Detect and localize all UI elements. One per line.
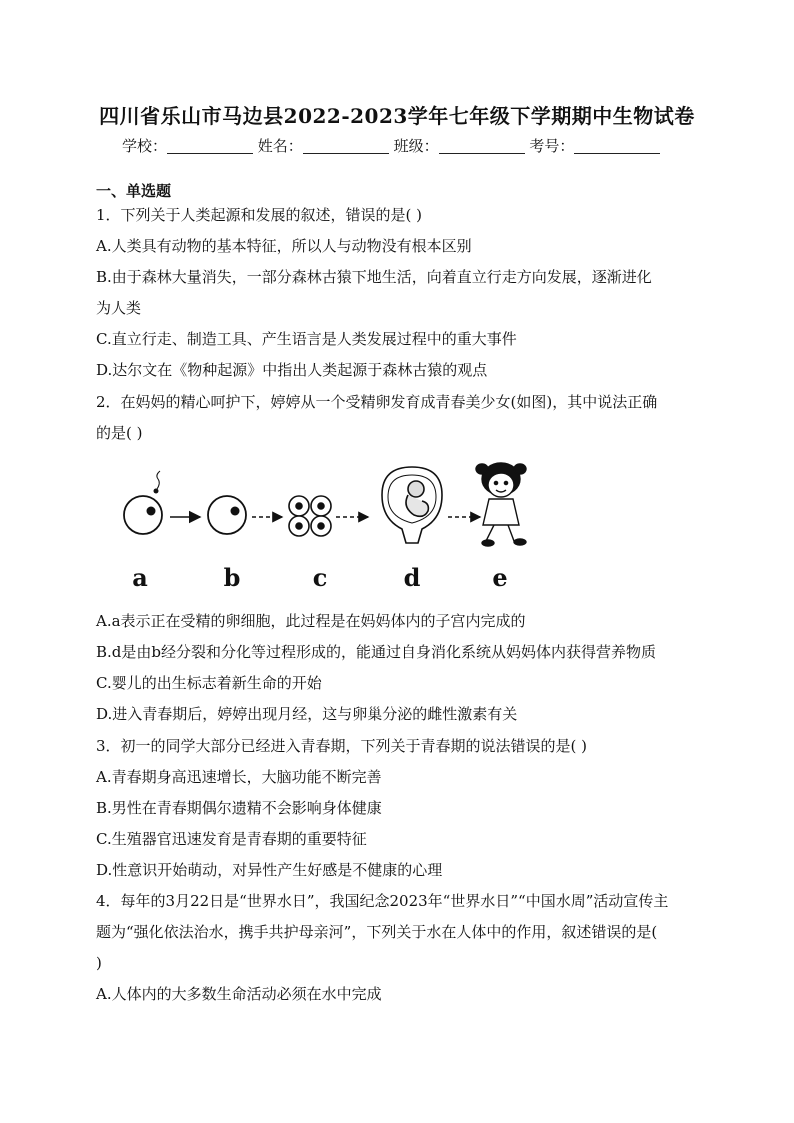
stage-c-cells-icon bbox=[289, 496, 331, 536]
development-diagram bbox=[96, 455, 556, 565]
q3-option-a: A.青春期身高迅速增长，大脑功能不断完善 bbox=[96, 768, 382, 786]
stage-d-fetus-icon bbox=[382, 467, 442, 543]
exam-number-blank[interactable] bbox=[574, 137, 660, 154]
q2-stem-cont: 的是( ) bbox=[96, 424, 143, 442]
figure-label-b: b bbox=[223, 563, 241, 592]
q1-option-d: D.达尔文在《物种起源》中指出人类起源于森林古猿的观点 bbox=[96, 361, 488, 379]
stage-e-girl-icon bbox=[476, 463, 526, 546]
q2-stem: 2．在妈妈的精心呵护下，婷婷从一个受精卵发育成青春美少女(如图)，其中说法正确 bbox=[96, 393, 658, 411]
figure-label-d: d bbox=[403, 563, 421, 592]
figure-label-e: e bbox=[492, 563, 508, 592]
q1-option-a: A.人类具有动物的基本特征，所以人与动物没有根本区别 bbox=[96, 237, 472, 255]
q1-option-b: B.由于森林大量消失，一部分森林古猿下地生活，向着直立行走方向发展，逐渐进化 bbox=[96, 268, 652, 286]
page-title: 四川省乐山市马边县2022-2023学年七年级下学期期中生物试卷 bbox=[99, 104, 695, 128]
q3-option-c: C.生殖器官迅速发育是青春期的重要特征 bbox=[96, 830, 367, 848]
figure-label-a: a bbox=[132, 563, 148, 592]
q2-option-d: D.进入青春期后，婷婷出现月经，这与卵巢分泌的雌性激素有关 bbox=[96, 705, 518, 723]
stage-b-zygote-icon bbox=[208, 496, 246, 534]
q3-option-d: D.性意识开始萌动，对异性产生好感是不健康的心理 bbox=[96, 861, 443, 879]
q4-stem-end: ) bbox=[96, 954, 102, 972]
name-label: 姓名： bbox=[257, 137, 303, 155]
q4-stem: 4．每年的3月22日是“世界水日”，我国纪念2023年“世界水日”“中国水周”活动宣传主 bbox=[96, 892, 669, 910]
q1-stem: 1．下列关于人类起源和发展的叙述，错误的是( ) bbox=[96, 206, 423, 224]
school-label: 学校： bbox=[122, 137, 168, 155]
q4-stem-cont: 题为“强化依法治水，携手共护母亲河”，下列关于水在人体中的作用，叙述错误的是( bbox=[96, 923, 658, 941]
q4-option-a: A.人体内的大多数生命活动必须在水中完成 bbox=[96, 985, 382, 1003]
name-blank[interactable] bbox=[303, 137, 389, 154]
section-heading: 一、单选题 bbox=[96, 182, 172, 200]
school-blank[interactable] bbox=[167, 137, 253, 154]
class-label: 班级： bbox=[393, 137, 439, 155]
q2-option-c: C.婴儿的出生标志着新生命的开始 bbox=[96, 674, 322, 692]
q1-option-c: C.直立行走、制造工具、产生语言是人类发展过程中的重大事件 bbox=[96, 330, 517, 348]
q2-option-b: B.d是由b经分裂和分化等过程形成的，能通过自身消化系统从妈妈体内获得营养物质 bbox=[96, 643, 656, 661]
student-info-row bbox=[122, 135, 660, 156]
figure-label-c: c bbox=[312, 563, 328, 592]
exam-number-label: 考号： bbox=[529, 137, 575, 155]
q2-option-a: A.a表示正在受精的卵细胞，此过程是在妈妈体内的子宫内完成的 bbox=[96, 612, 526, 630]
class-blank[interactable] bbox=[439, 137, 525, 154]
q3-stem: 3．初一的同学大部分已经进入青春期，下列关于青春期的说法错误的是( ) bbox=[96, 737, 588, 755]
development-figure bbox=[96, 455, 556, 595]
q1-option-b-cont: 为人类 bbox=[96, 299, 142, 317]
stage-a-egg-icon bbox=[124, 471, 162, 534]
q3-option-b: B.男性在青春期偶尔遗精不会影响身体健康 bbox=[96, 799, 382, 817]
